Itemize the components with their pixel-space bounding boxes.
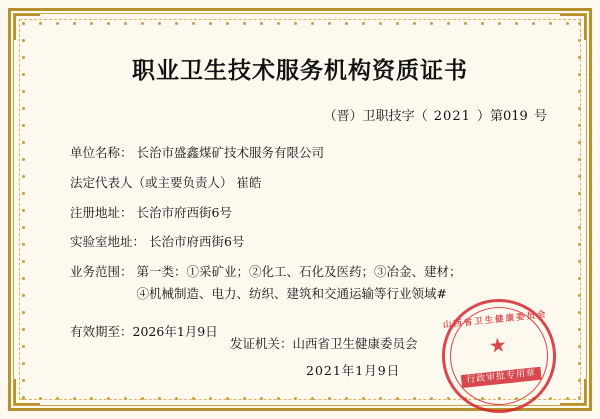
field-row-unit-name: [70, 144, 554, 163]
field-label-business-scope: 业务范围：: [70, 264, 133, 279]
issuer-row: [230, 334, 560, 352]
code-year: 2021: [433, 109, 471, 124]
field-label-legal-representative: 法定代表人（或主要负责人）: [70, 174, 233, 190]
field-value-lab-address: 长治市府西街6号: [149, 234, 245, 250]
field-row-business-scope: [70, 263, 554, 304]
issue-date: 2021年1月9日: [306, 363, 401, 378]
field-label-lab-address: 实验室地址：: [70, 234, 146, 250]
field-value-registered-address: 长治市府西街6号: [136, 204, 232, 220]
business-scope-line-1: 第一类：①采矿业；②化工、石化及医药；③冶金、建材；: [136, 264, 462, 279]
certificate-content: [30, 26, 570, 393]
issuer-block: [230, 334, 560, 379]
page-title: 职业卫生技术服务机构资质证书: [132, 57, 468, 84]
code-middle: ）第019: [477, 109, 528, 124]
seal-bar-text: 行政审批专用章: [461, 367, 542, 388]
field-value-business-scope: [133, 263, 554, 304]
field-label-registered-address: 注册地址：: [70, 204, 133, 220]
seal-star-icon: ★: [487, 332, 509, 359]
field-label-unit-name: 单位名称：: [70, 145, 133, 160]
validity-label: 有效期至：: [70, 323, 133, 339]
issuer-value: 山西省卫生健康委员会: [292, 336, 418, 351]
certificate-code: [30, 105, 570, 124]
seal-top-text: 山西省卫生健康委员会: [442, 309, 548, 331]
field-row-legal-representative: [70, 174, 554, 193]
validity-value: 2026年1月9日: [132, 323, 218, 339]
field-value-legal-representative: 崔皓: [236, 174, 262, 190]
issuer-label: 发证机关：: [230, 336, 293, 351]
field-list: [30, 144, 570, 304]
code-suffix: 号: [533, 109, 547, 124]
business-scope-line-2: ④机械制造、电力、纺织、建筑和交通运输等行业领域#: [136, 285, 447, 301]
code-prefix: （晋）卫职技字（: [323, 109, 428, 124]
field-row-lab-address: [70, 233, 554, 252]
field-value-unit-name: 长治市盛鑫煤矿技术服务有限公司: [136, 145, 325, 160]
field-row-registered-address: [70, 204, 554, 223]
